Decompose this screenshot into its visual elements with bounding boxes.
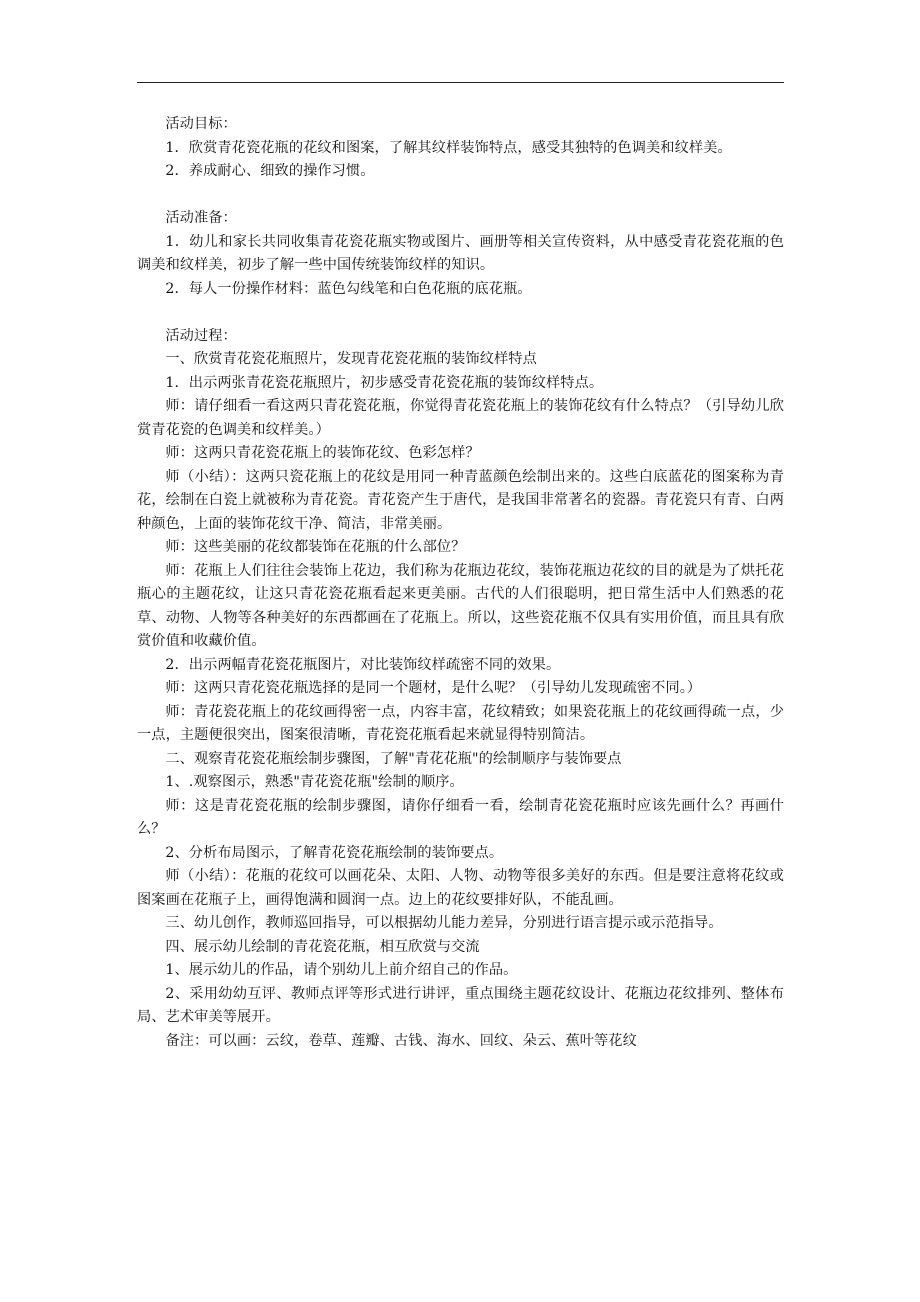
paragraph: 师（小结）：这两只瓷花瓶上的花纹是用同一种青蓝颜色绘制出来的。这些白底蓝花的图案称为青花，绘制在白瓷上就被称为青花瓷。青花瓷产生于唐代，是我国非常著名的瓷器。青花瓷只有青、白两种颜色，上面的装饰花纹干净、简洁，非常美丽。 bbox=[137, 468, 784, 532]
paragraph: 师：这两只青花瓷花瓶选择的是同一个题材，是什么呢？（引导幼儿发现疏密不同。） bbox=[165, 680, 702, 696]
paragraph: 师：花瓶上人们往往会装饰上花边，我们称为花瓶边花纹，装饰花瓶边花纹的目的就是为了烘托花瓶心的主题花纹，让这只青花瓷花瓶看起来更美丽。古代的人们很聪明，把日常生活中人们熟悉的花草、动物、人物等各种美好的东西都画在了花瓶上。所以，这些瓷花瓶不仅具有实用价值，而且具有欣赏价值和收藏价值。 bbox=[137, 562, 784, 649]
paragraph: 2、分析布局图示，了解青花瓷花瓶绘制的装饰要点。 bbox=[165, 844, 504, 861]
paragraph: 师（小结）：花瓶的花纹可以画花朵、太阳、人物、动物等很多美好的东西。但是要注意将花纹或图案画在花瓶子上，画得饱满和圆润一点。边上的花纹要排好队，不能乱画。 bbox=[137, 868, 784, 908]
paragraph: 四、展示幼儿绘制的青花瓷花瓶，相互欣赏与交流 bbox=[165, 938, 480, 955]
paragraph: 备注：可以画：云纹，卷草、莲瓣、古钱、海水、回纹、朵云、蕉叶等花纹 bbox=[165, 1032, 637, 1049]
document-body bbox=[137, 113, 784, 1053]
paragraph: 师：这是青花瓷花瓶的绘制步骤图，请你仔细看一看，绘制青花瓷花瓶时应该先画什么？再画什么？ bbox=[137, 797, 784, 837]
section-heading-preparation: 活动准备： bbox=[165, 210, 237, 226]
paragraph: 2、采用幼幼互评、教师点评等形式进行讲评，重点围绕主题花纹设计、花瓶边花纹排列、整体布局、艺术审美等展开。 bbox=[137, 985, 784, 1025]
paragraph: 1．幼儿和家长共同收集青花瓷花瓶实物或图片、画册等相关宣传资料，从中感受青花瓷花瓶的色调美和纹样美，初步了解一些中国传统装饰纹样的知识。 bbox=[137, 233, 784, 273]
paragraph: 三、幼儿创作，教师巡回指导，可以根据幼儿能力差异，分别进行语言提示或示范指导。 bbox=[165, 915, 723, 931]
paragraph: 二、观察青花瓷花瓶绘制步骤图，了解"青花花瓶"的绘制顺序与装饰要点 bbox=[165, 750, 622, 767]
paragraph: 2．每人一份操作材料：蓝色勾线笔和白色花瓶的底花瓶。 bbox=[165, 280, 532, 297]
paragraph: 1．欣赏青花瓷花瓶的花纹和图案，了解其纹样装饰特点，感受其独特的色调美和纹样美。 bbox=[165, 139, 732, 156]
spacer bbox=[137, 301, 784, 325]
paragraph: 2．出示两幅青花瓷花瓶图片，对比装饰纹样疏密不同的效果。 bbox=[165, 656, 561, 673]
paragraph: 师：请仔细看一看这两只青花瓷花瓶，你觉得青花瓷花瓶上的装饰花纹有什么特点？（引导幼儿欣赏青花瓷的色调美和纹样美。） bbox=[137, 398, 784, 438]
paragraph: 一、欣赏青花瓷花瓶照片，发现青花瓷花瓶的装饰纹样特点 bbox=[165, 351, 537, 367]
paragraph: 师：这两只青花瓷花瓶上的装饰花纹、色彩怎样？ bbox=[165, 445, 480, 461]
paragraph: 师：这些美丽的花纹都装饰在花瓶的什么部位？ bbox=[165, 539, 466, 555]
section-heading-goals: 活动目标： bbox=[165, 116, 237, 132]
paragraph: 1、.观察图示，熟悉"青花瓷花瓶"绘制的顺序。 bbox=[165, 774, 464, 790]
paragraph: 1、展示幼儿的作品，请个别幼儿上前介绍自己的作品。 bbox=[165, 962, 518, 978]
paragraph: 2．养成耐心、细致的操作习惯。 bbox=[165, 163, 375, 179]
paragraph: 师：青花瓷花瓶上的花纹画得密一点，内容丰富，花纹精致；如果瓷花瓶上的花纹画得疏一点，少一点，主题便很突出，图案很清晰，青花瓷花瓶看起来就显得特别简洁。 bbox=[137, 703, 784, 743]
spacer bbox=[137, 184, 784, 208]
paragraph: 1．出示两张青花瓷花瓶照片，初步感受青花瓷花瓶的装饰纹样特点。 bbox=[165, 374, 604, 391]
section-heading-process: 活动过程： bbox=[165, 327, 237, 344]
header-rule bbox=[137, 82, 784, 83]
